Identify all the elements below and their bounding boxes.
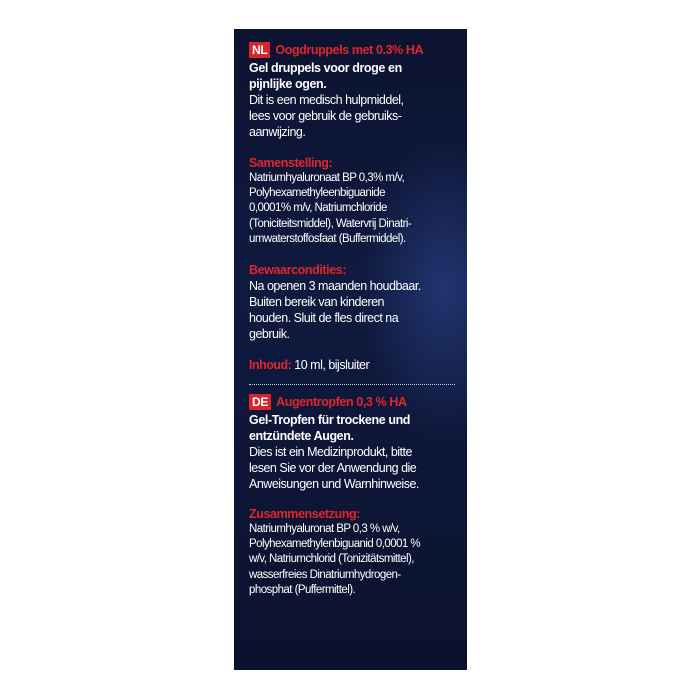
nl-storage-line: Buiten bereik van kinderen — [249, 295, 385, 310]
de-composition-line: w/v, Natriumchlorid (Tonizitätsmittel), — [249, 553, 414, 566]
nl-content-label: Inhoud: — [249, 358, 292, 373]
nl-composition-line: (Toniciteitsmiddel), Watervrij Dinatri- — [249, 217, 412, 230]
de-heading — [249, 393, 461, 411]
nl-language-badge: NL — [249, 42, 270, 58]
nl-storage-line: gebruik. — [249, 327, 290, 342]
de-composition — [249, 522, 461, 598]
nl-intro-line: Dit is een medisch hulpmiddel, — [249, 93, 404, 107]
nl-subtitle-line: Gel druppels voor droge en — [249, 61, 402, 75]
label-panel — [234, 29, 467, 670]
nl-content-value: 10 ml, bijsluiter — [291, 358, 370, 373]
nl-storage — [249, 278, 461, 342]
de-intro-line: Anweisungen und Warnhinweise. — [249, 477, 419, 492]
nl-intro-line: aanwijzing. — [249, 125, 306, 139]
section-divider — [249, 384, 455, 385]
de-subtitle-line: entzündete Augen. — [249, 429, 354, 444]
nl-product-title: Oogdruppels met 0.3% HA — [275, 43, 424, 57]
nl-subtitle — [249, 60, 461, 92]
de-composition-line: Natriumhyaluronat BP 0,3 % w/v, — [249, 523, 400, 536]
nl-composition-line: Polyhexamethyleenbiguanide — [249, 187, 385, 200]
nl-composition-line: 0,0001% m/v, Natriumchloride — [249, 202, 387, 215]
de-subtitle — [249, 412, 461, 444]
de-subtitle-line: Gel-Tropfen für trockene und — [249, 413, 411, 428]
nl-composition-heading: Samenstelling: — [249, 156, 333, 170]
nl-heading — [249, 41, 461, 59]
de-composition-line: phosphat (Puffermittel). — [249, 583, 356, 596]
nl-composition — [249, 171, 461, 247]
nl-composition-line: umwaterstoffosfaat (Buffermiddel). — [249, 232, 406, 245]
de-intro-line: lesen Sie vor der Anwendung die — [249, 461, 417, 476]
de-composition-line: Polyhexamethylenbiguanid 0,0001 % — [249, 538, 421, 551]
de-composition-line: wasserfreies Dinatriumhydrogen- — [249, 568, 401, 581]
de-section — [249, 393, 461, 598]
de-product-title: Augentropfen 0,3 % HA — [276, 395, 407, 410]
nl-storage-line: Na openen 3 maanden houdbaar. — [249, 279, 421, 294]
de-composition-heading: Zusammensetzung: — [249, 507, 360, 522]
nl-intro-line: lees voor gebruik de gebruiks- — [249, 109, 402, 123]
nl-storage-heading: Bewaarcondities: — [249, 263, 347, 278]
nl-content — [249, 357, 461, 373]
nl-storage-line: houden. Sluit de fles direct na — [249, 311, 399, 326]
de-language-badge: DE — [249, 394, 271, 410]
de-intro-line: Dies ist ein Medizinprodukt, bitte — [249, 445, 412, 460]
nl-composition-line: Natriumhyaluronaat BP 0,3% m/v, — [249, 172, 405, 184]
nl-section — [249, 41, 461, 373]
de-intro — [249, 444, 461, 492]
nl-intro — [249, 92, 461, 140]
nl-subtitle-line: pijnlijke ogen. — [249, 77, 327, 91]
